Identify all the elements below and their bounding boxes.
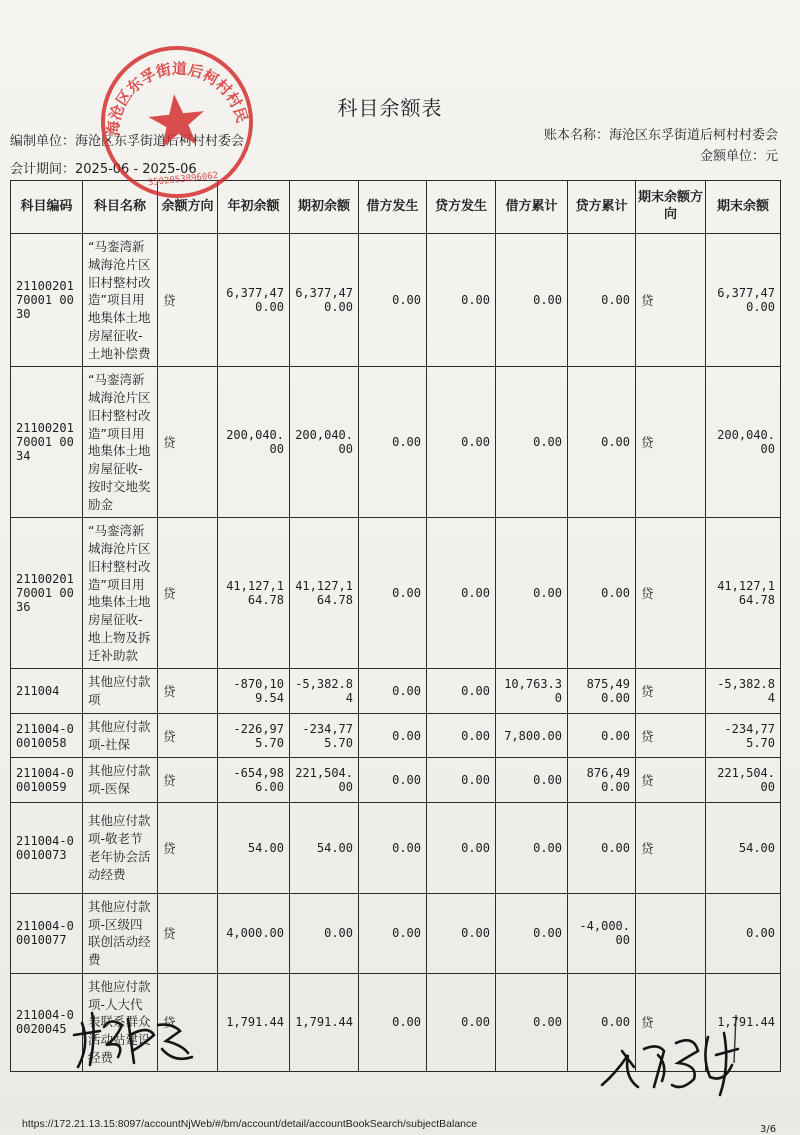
cell-debit: 0.00 [359, 518, 427, 669]
page-number: 3/6 [760, 1124, 777, 1135]
cell-debit: 0.00 [359, 802, 427, 893]
cell-debit: 0.00 [359, 234, 427, 367]
cell-period-begin: 200,040.00 [290, 367, 359, 518]
cell-period-begin: -234,775.70 [290, 713, 359, 758]
col-header: 贷方累计 [568, 181, 636, 234]
org-value: 海沧区东孚街道后柯村村委会 [75, 134, 245, 149]
cell-direction: 贷 [158, 518, 218, 669]
cell-direction: 贷 [158, 367, 218, 518]
cell-code: 211004-00010077 [11, 893, 83, 973]
cell-end-direction: 贷 [636, 234, 706, 367]
cell-credit: 0.00 [427, 802, 496, 893]
cell-code: 211004 [11, 669, 83, 714]
cell-code: 2110020170001 0034 [11, 367, 83, 518]
seal-text: 厦门市海沧区东孚街道后柯村村民委员会 [103, 59, 252, 137]
cell-year-begin: 200,040.00 [218, 367, 290, 518]
cell-end-balance: -234,775.70 [706, 713, 781, 758]
table-row [11, 518, 781, 669]
page-title: 科目余额表 [337, 96, 443, 120]
cell-direction: 贷 [158, 669, 218, 714]
table-row [11, 893, 781, 973]
cell-debit-cum: 0.00 [496, 367, 568, 518]
cell-credit-cum: 0.00 [568, 234, 636, 367]
cell-credit-cum: 0.00 [568, 973, 636, 1071]
col-header: 科目编码 [11, 181, 83, 234]
cell-name: 其他应付款项-敬老节老年协会活动经费 [83, 802, 158, 893]
cell-credit: 0.00 [427, 367, 496, 518]
cell-period-begin: 41,127,164.78 [290, 518, 359, 669]
cell-period-begin: -5,382.84 [290, 669, 359, 714]
cell-debit: 0.00 [359, 367, 427, 518]
cell-end-direction [636, 893, 706, 973]
cell-credit-cum: 0.00 [568, 518, 636, 669]
cell-year-begin: -226,975.70 [218, 713, 290, 758]
cell-year-begin: 6,377,470.00 [218, 234, 290, 367]
cell-direction: 贷 [158, 713, 218, 758]
official-seal [92, 42, 262, 202]
cell-credit-cum: -4,000.00 [568, 893, 636, 973]
cell-end-balance: 221,504.00 [706, 758, 781, 803]
cell-end-direction: 贷 [636, 973, 706, 1071]
cell-end-direction: 贷 [636, 367, 706, 518]
cell-credit-cum: 875,490.00 [568, 669, 636, 714]
cell-debit-cum: 0.00 [496, 973, 568, 1071]
cell-year-begin: 54.00 [218, 802, 290, 893]
cell-debit: 0.00 [359, 758, 427, 803]
balance-table [10, 180, 781, 1072]
cell-credit-cum: 0.00 [568, 713, 636, 758]
col-header: 余额方向 [158, 181, 218, 234]
cell-credit-cum: 876,490.00 [568, 758, 636, 803]
cell-code: 211004-00010059 [11, 758, 83, 803]
cell-name: “马銮湾新城海沧片区旧村整村改造”项目用地集体土地房屋征收-地上物及拆迁补助款 [83, 518, 158, 669]
cell-period-begin: 221,504.00 [290, 758, 359, 803]
cell-credit: 0.00 [427, 758, 496, 803]
cell-debit-cum: 7,800.00 [496, 713, 568, 758]
cell-debit: 0.00 [359, 973, 427, 1071]
cell-end-balance: 54.00 [706, 802, 781, 893]
cell-end-direction: 贷 [636, 669, 706, 714]
cell-debit: 0.00 [359, 669, 427, 714]
period-label: 会计期间： [10, 162, 76, 177]
col-header: 年初余额 [218, 181, 290, 234]
cell-debit-cum: 0.00 [496, 893, 568, 973]
cell-direction: 贷 [158, 802, 218, 893]
cell-debit-cum: 0.00 [496, 234, 568, 367]
org-label: 编制单位： [10, 134, 76, 149]
cell-end-balance: -5,382.84 [706, 669, 781, 714]
cell-year-begin: 1,791.44 [218, 973, 290, 1071]
unit-line [700, 145, 778, 164]
cell-period-begin: 0.00 [290, 893, 359, 973]
cell-end-balance: 200,040.00 [706, 367, 781, 518]
cell-credit: 0.00 [427, 234, 496, 367]
cell-direction: 贷 [158, 234, 218, 367]
table-row [11, 758, 781, 803]
table-row [11, 802, 781, 893]
cell-period-begin: 1,791.44 [290, 973, 359, 1071]
cell-year-begin: -654,986.00 [218, 758, 290, 803]
star-icon [146, 91, 207, 149]
cell-end-direction: 贷 [636, 518, 706, 669]
cell-year-begin: 41,127,164.78 [218, 518, 290, 669]
table-row [11, 234, 781, 367]
col-header: 期初余额 [290, 181, 359, 234]
table-body [11, 234, 781, 1072]
cell-end-balance: 1,791.44 [706, 973, 781, 1071]
col-header: 科目名称 [83, 181, 158, 234]
col-header: 贷方发生 [427, 181, 496, 234]
seal-code: 3502053896062 [147, 171, 219, 189]
cell-period-begin: 6,377,470.00 [290, 234, 359, 367]
table-row [11, 713, 781, 758]
table-row [11, 669, 781, 714]
cell-credit: 0.00 [427, 518, 496, 669]
cell-end-balance: 0.00 [706, 893, 781, 973]
cell-direction: 贷 [158, 893, 218, 973]
cell-end-direction: 贷 [636, 713, 706, 758]
col-header: 期末余额方向 [636, 181, 706, 234]
cell-year-begin: -870,109.54 [218, 669, 290, 714]
cell-name: 其他应付款项-人大代表联系群众活动站建设经费 [83, 973, 158, 1071]
cell-credit-cum: 0.00 [568, 802, 636, 893]
cell-end-direction: 贷 [636, 758, 706, 803]
cell-end-balance: 6,377,470.00 [706, 234, 781, 367]
period-value: 2025-06 - 2025-06 [75, 162, 197, 177]
cell-direction: 贷 [158, 758, 218, 803]
col-header: 期末余额 [706, 181, 781, 234]
cell-code: 211004-00020045 [11, 973, 83, 1071]
cell-credit-cum: 0.00 [568, 367, 636, 518]
cell-credit: 0.00 [427, 893, 496, 973]
cell-code: 2110020170001 0036 [11, 518, 83, 669]
footer-url: https://172.21.13.15:8097/accountNjWeb/#/bm/account/detail/accountBookSearch/subjectBalance [22, 1118, 478, 1130]
col-header: 借方发生 [359, 181, 427, 234]
cell-code: 2110020170001 0030 [11, 234, 83, 367]
cell-credit: 0.00 [427, 973, 496, 1071]
cell-credit: 0.00 [427, 669, 496, 714]
cell-code: 211004-00010058 [11, 713, 83, 758]
cell-name: 其他应付款项-区级四联创活动经费 [83, 893, 158, 973]
signature-right [598, 1015, 758, 1105]
cell-direction: 贷 [158, 973, 218, 1071]
cell-name: 其他应付款项 [83, 669, 158, 714]
cell-end-balance: 41,127,164.78 [706, 518, 781, 669]
cell-credit: 0.00 [427, 713, 496, 758]
cell-debit: 0.00 [359, 713, 427, 758]
cell-debit-cum: 10,763.30 [496, 669, 568, 714]
cell-end-direction: 贷 [636, 802, 706, 893]
unit-value: 元 [764, 149, 778, 164]
unit-label: 金额单位： [699, 149, 765, 164]
table-row [11, 367, 781, 518]
cell-code: 211004-00010073 [11, 802, 83, 893]
cell-debit-cum: 0.00 [496, 518, 568, 669]
book-label: 账本名称： [543, 128, 609, 143]
signature-left [70, 1005, 200, 1075]
cell-name: 其他应付款项-社保 [83, 713, 158, 758]
col-header: 借方累计 [496, 181, 568, 234]
cell-debit: 0.00 [359, 893, 427, 973]
cell-name: “马銮湾新城海沧片区旧村整村改造”项目用地集体土地房屋征收-按时交地奖励金 [83, 367, 158, 518]
book-line [544, 124, 778, 143]
cell-debit-cum: 0.00 [496, 758, 568, 803]
cell-debit-cum: 0.00 [496, 802, 568, 893]
cell-period-begin: 54.00 [290, 802, 359, 893]
cell-name: 其他应付款项-医保 [83, 758, 158, 803]
cell-name: “马銮湾新城海沧片区旧村整村改造”项目用地集体土地房屋征收-土地补偿费 [83, 234, 158, 367]
cell-year-begin: 4,000.00 [218, 893, 290, 973]
book-value: 海沧区东孚街道后柯村村委会 [608, 128, 778, 143]
